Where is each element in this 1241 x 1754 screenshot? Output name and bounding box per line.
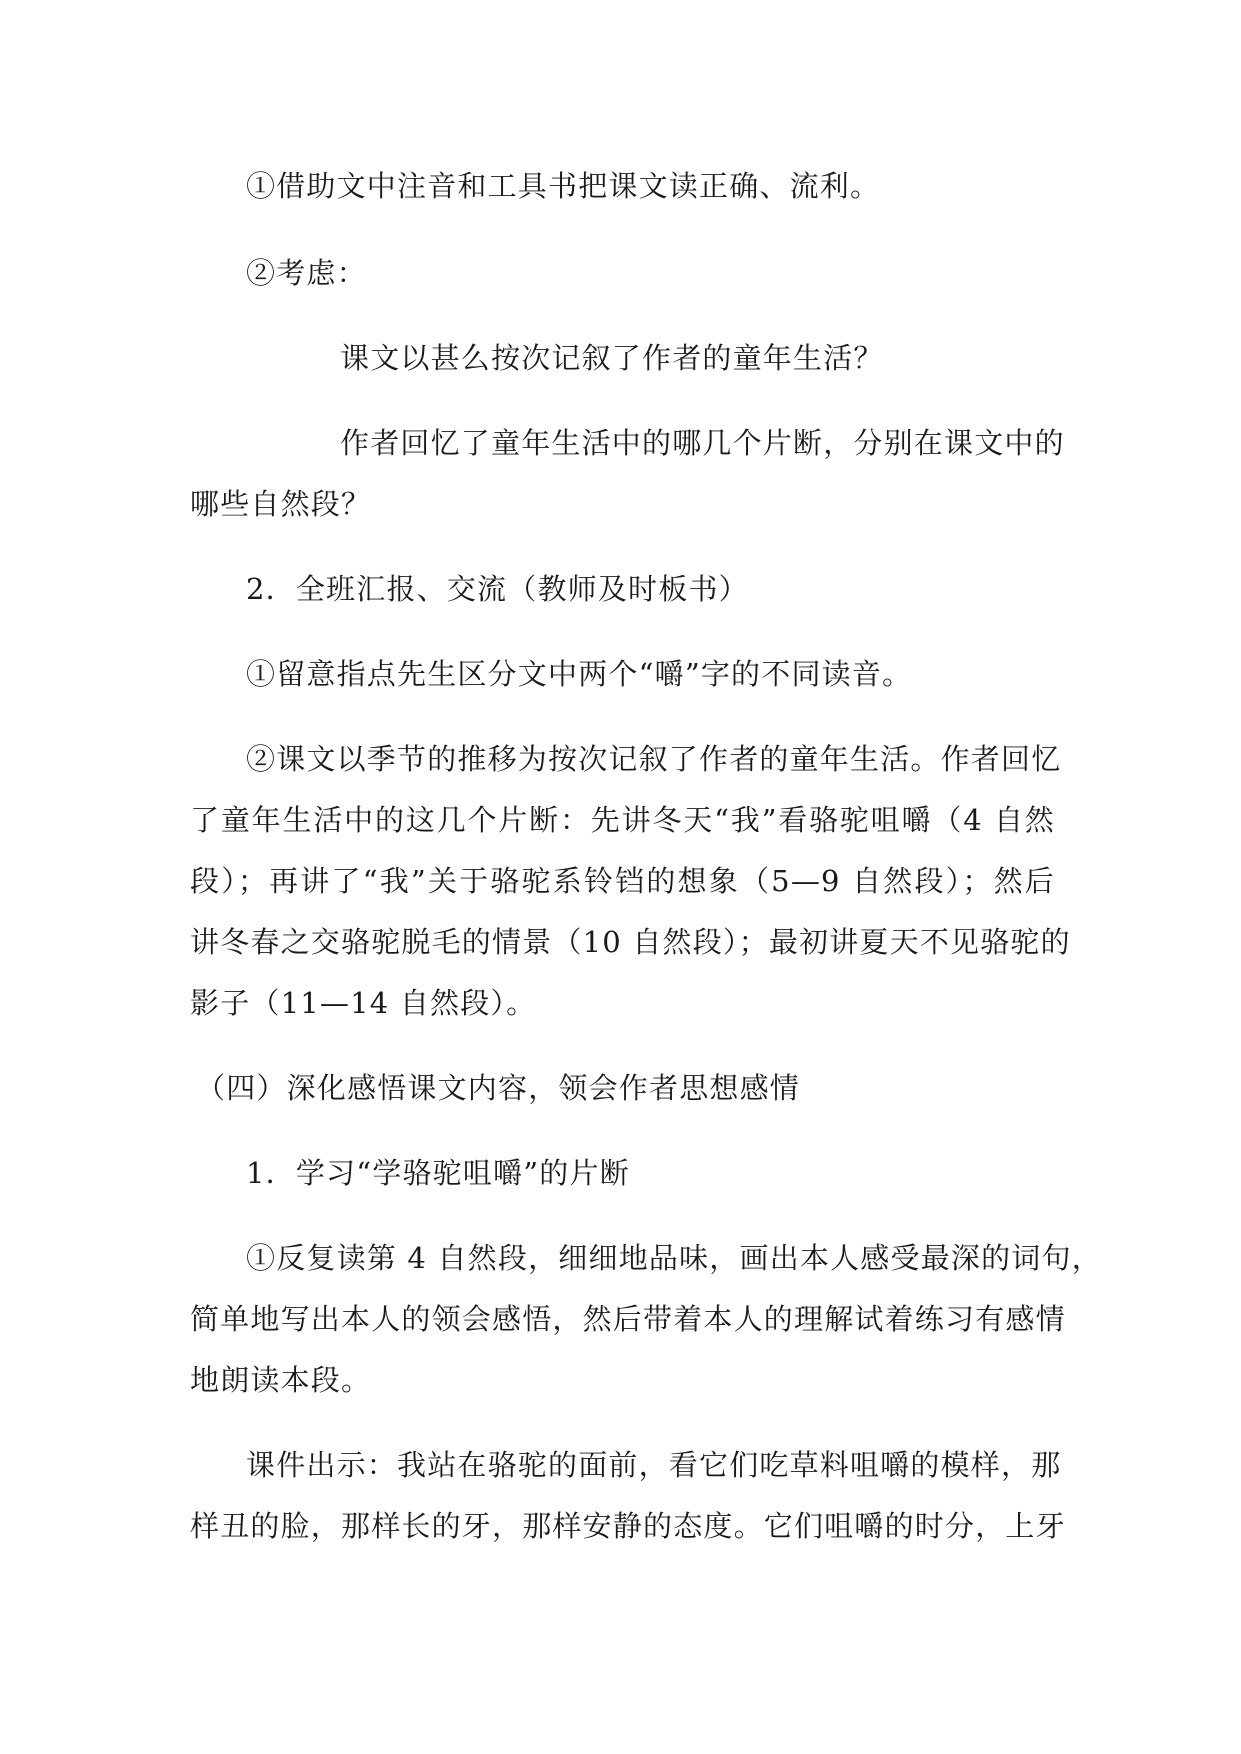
text-line-7: ①留意指点先生区分文中两个“嚼”字的不同读音。 bbox=[246, 657, 913, 691]
text-line-3: 课文以甚么按次记叙了作者的童年生活？ bbox=[340, 341, 884, 375]
text-line-14: 1．学习“学骆驼咀嚼”的片断 bbox=[246, 1156, 630, 1190]
text-line-19: 样丑的脸，那样长的牙，那样安静的态度。它们咀嚼的时分，上牙 bbox=[190, 1509, 1066, 1543]
text-line-12: 影子（11—14 自然段）。 bbox=[190, 986, 537, 1020]
text-line-1: ①借助文中注音和工具书把课文读正确、流利。 bbox=[246, 169, 881, 203]
text-line-5: 哪些自然段？ bbox=[190, 487, 372, 521]
text-line-8: ②课文以季节的推移为按次记叙了作者的童年生活。作者回忆 bbox=[246, 742, 1062, 776]
text-line-6: 2．全班汇报、交流（教师及时板书） bbox=[246, 572, 749, 606]
text-line-2: ②考虑： bbox=[246, 256, 367, 290]
text-line-10: 段）；再讲了“我”关于骆驼系铃铛的想象（5—9 自然段）；然后 bbox=[190, 864, 1055, 898]
text-line-17: 地朗读本段。 bbox=[190, 1363, 372, 1397]
text-line-13: （四）深化感悟课文内容，领会作者思想感情 bbox=[196, 1071, 801, 1105]
text-line-4: 作者回忆了童年生活中的哪几个片断，分别在课文中的 bbox=[340, 426, 1065, 460]
text-line-15: ①反复读第 4 自然段，细细地品味，画出本人感受最深的词句， bbox=[246, 1241, 1102, 1275]
text-line-16: 简单地写出本人的领会感悟，然后带着本人的理解试着练习有感情 bbox=[190, 1302, 1066, 1336]
text-line-11: 讲冬春之交骆驼脱毛的情景（10 自然段）；最初讲夏天不见骆驼的 bbox=[190, 925, 1071, 959]
text-line-9: 了童年生活中的这几个片断：先讲冬天“我”看骆驼咀嚼（4 自然 bbox=[190, 803, 1055, 837]
text-line-18: 课件出示：我站在骆驼的面前，看它们吃草料咀嚼的模样，那 bbox=[246, 1448, 1062, 1482]
